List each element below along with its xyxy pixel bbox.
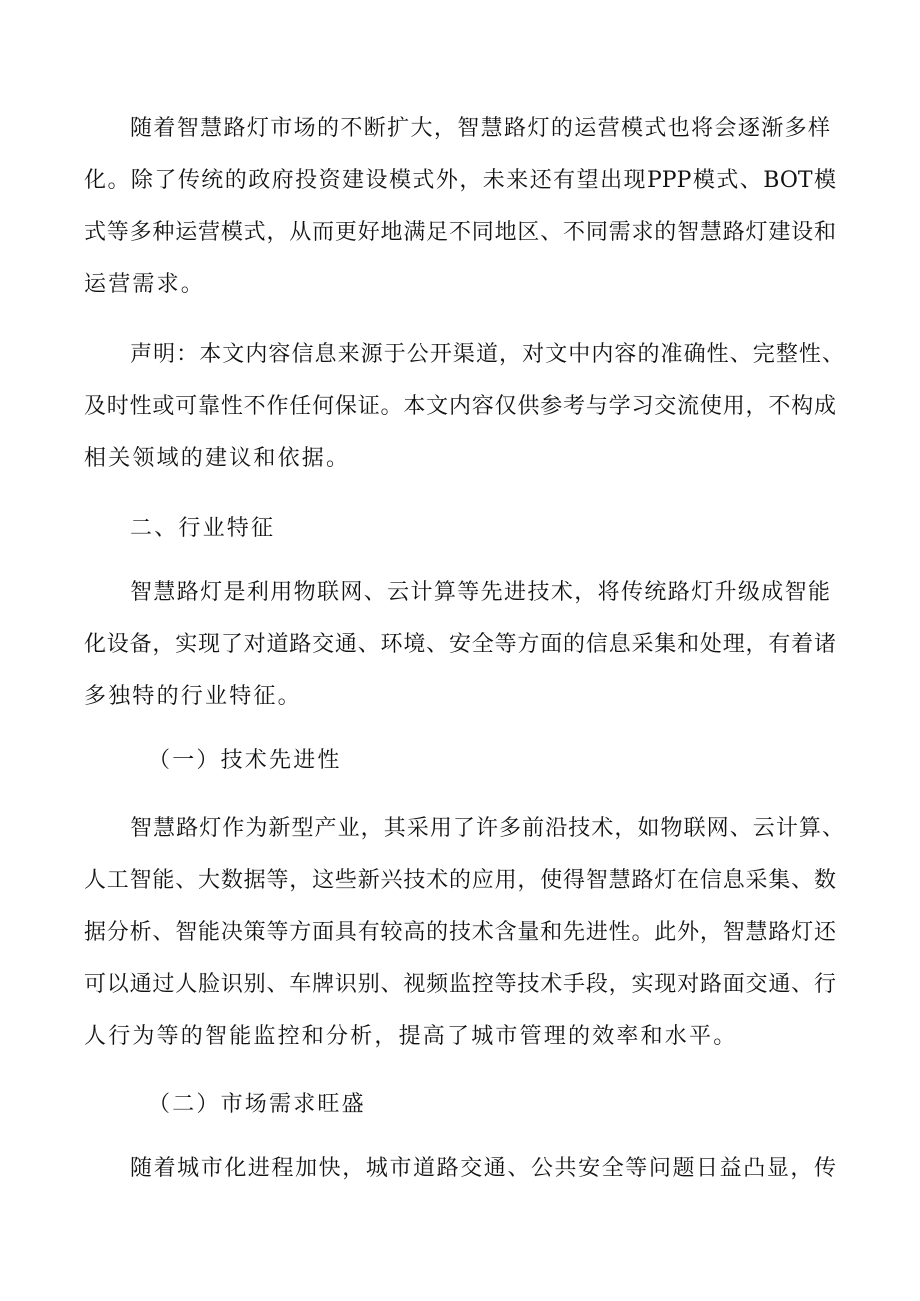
paragraph-3-line-1: 智慧路灯是利用物联网、云计算等先进技术，将传统路灯升级成智能 bbox=[130, 580, 830, 605]
subheading-2: （二）市场需求旺盛 bbox=[148, 1092, 366, 1117]
paragraph-2-line-2: 及时性或可靠性不作任何保证。本文内容仅供参考与学习交流使用，不构成 bbox=[84, 394, 836, 419]
subheading-1: （一）技术先进性 bbox=[148, 748, 342, 773]
paragraph-1-line-2: 化。除了传统的政府投资建设模式外，未来还有望出现PPP模式、BOT模 bbox=[84, 168, 836, 193]
paragraph-1-line-3: 式等多种运营模式，从而更好地满足不同地区、不同需求的智慧路灯建设和 bbox=[84, 220, 836, 245]
paragraph-4-line-4: 可以通过人脸识别、车牌识别、视频监控等技术手段，实现对路面交通、行 bbox=[84, 972, 836, 997]
paragraph-3-line-3: 多独特的行业特征。 bbox=[84, 684, 302, 709]
paragraph-5-line-1: 随着城市化进程加快，城市道路交通、公共安全等问题日益凸显，传 bbox=[130, 1156, 836, 1181]
paragraph-4-line-2: 人工智能、大数据等，这些新兴技术的应用，使得智慧路灯在信息采集、数 bbox=[84, 868, 836, 893]
paragraph-1-line-1: 随着智慧路灯市场的不断扩大，智慧路灯的运营模式也将会逐渐多样 bbox=[130, 116, 830, 141]
paragraph-4-line-3: 据分析、智能决策等方面具有较高的技术含量和先进性。此外，智慧路灯还 bbox=[84, 920, 836, 945]
paragraph-4-line-1: 智慧路灯作为新型产业，其采用了许多前沿技术，如物联网、云计算、 bbox=[130, 816, 844, 841]
paragraph-2-line-3: 相关领域的建议和依据。 bbox=[84, 446, 351, 471]
paragraph-1-line-4: 运营需求。 bbox=[84, 272, 206, 297]
paragraph-4-line-5: 人行为等的智能监控和分析，提高了城市管理的效率和水平。 bbox=[84, 1024, 738, 1049]
paragraph-2-line-1: 声明：本文内容信息来源于公开渠道，对文中内容的准确性、完整性、 bbox=[130, 342, 844, 367]
section-heading: 二、行业特征 bbox=[130, 516, 276, 541]
paragraph-3-line-2: 化设备，实现了对道路交通、环境、安全等方面的信息采集和处理，有着诸 bbox=[84, 632, 836, 657]
